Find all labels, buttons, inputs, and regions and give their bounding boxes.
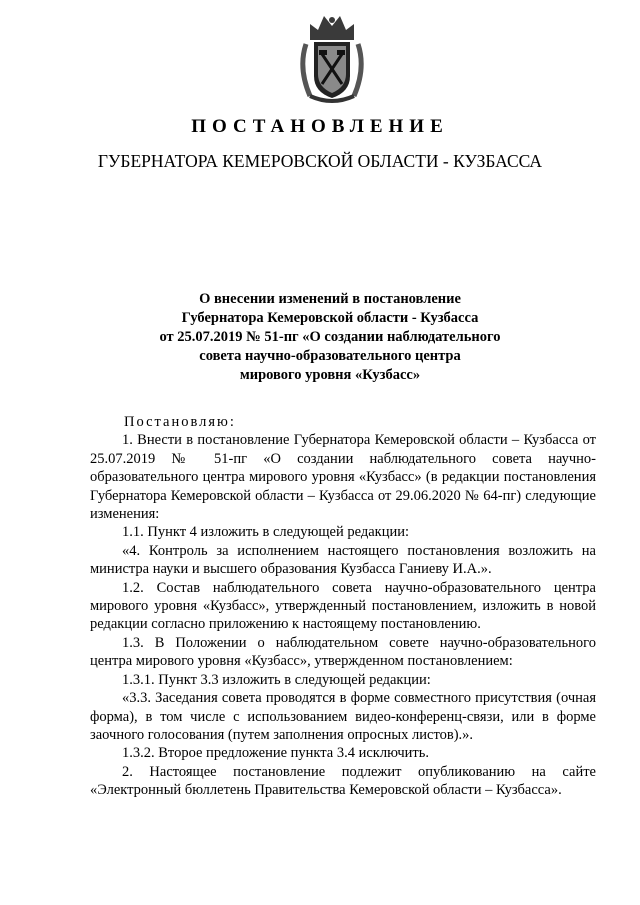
paragraph: «4. Контроль за исполнением настоящего постановления возложить на министра науки и высшего образования Кузбасса Ганиеву И.А.». [90, 542, 596, 578]
heading-line: Губернатора Кемеровской области - Кузбасса [181, 310, 479, 326]
paragraph: 1.3.2. Второе предложение пункта 3.4 исключить. [122, 745, 429, 762]
paragraph: 1.3. В Положении о наблюдательном совете научно-образовательного центра мирового уровня «Кузбасс», утвержденном постановлением: [90, 634, 596, 670]
coat-of-arms-icon [296, 10, 368, 106]
heading-line: О внесении изменений в постановление [199, 291, 461, 307]
paragraph: 1.2. Состав наблюдательного совета научно-образовательного центра мирового уровня «Кузбасс», утвержденный постановлением, изложить в новой редакции согласно приложению к настоящему постановлению. [90, 579, 596, 633]
paragraph: 1.3.1. Пункт 3.3 изложить в следующей редакции: [122, 671, 431, 688]
resolution-heading [120, 290, 540, 385]
paragraph: 1. Внести в постановление Губернатора Кемеровской области – Кузбасса от 25.07.2019 № 51-пг «О создании наблюдательного совета научно-образовательного центра мирового уровня «Кузбасс» (в редакции постановления Губернатора Кемеровской области – Кузбасса от 29.06.2020 № 64-пг) следующие изменения: [90, 432, 596, 523]
heading-line: мирового уровня «Кузбасс» [239, 367, 421, 383]
heading-line: от 25.07.2019 № 51-пг «О создании наблюдательного [159, 329, 501, 345]
document-body [90, 413, 596, 800]
paragraph: 1.1. Пункт 4 изложить в следующей редакции: [122, 524, 410, 541]
heading-line: совета научно-образовательного центра [199, 348, 461, 364]
paragraph: 2. Настоящее постановление подлежит опубликованию на сайте «Электронный бюллетень Правительства Кемеровской области – Кузбасса». [90, 763, 596, 799]
document-title: ПОСТАНОВЛЕНИЕ [191, 116, 449, 137]
decree-lead: Постановляю: [124, 414, 236, 430]
document-subtitle: ГУБЕРНАТОРА КЕМЕРОВСКОЙ ОБЛАСТИ - КУЗБАССА [97, 151, 543, 171]
paragraph: «3.3. Заседания совета проводятся в форме совместного присутствия (очная форма), в том числе с использованием видео-конференц-связи, или в форме заочного голосования (путем заполнения опросных листов).». [90, 690, 596, 743]
